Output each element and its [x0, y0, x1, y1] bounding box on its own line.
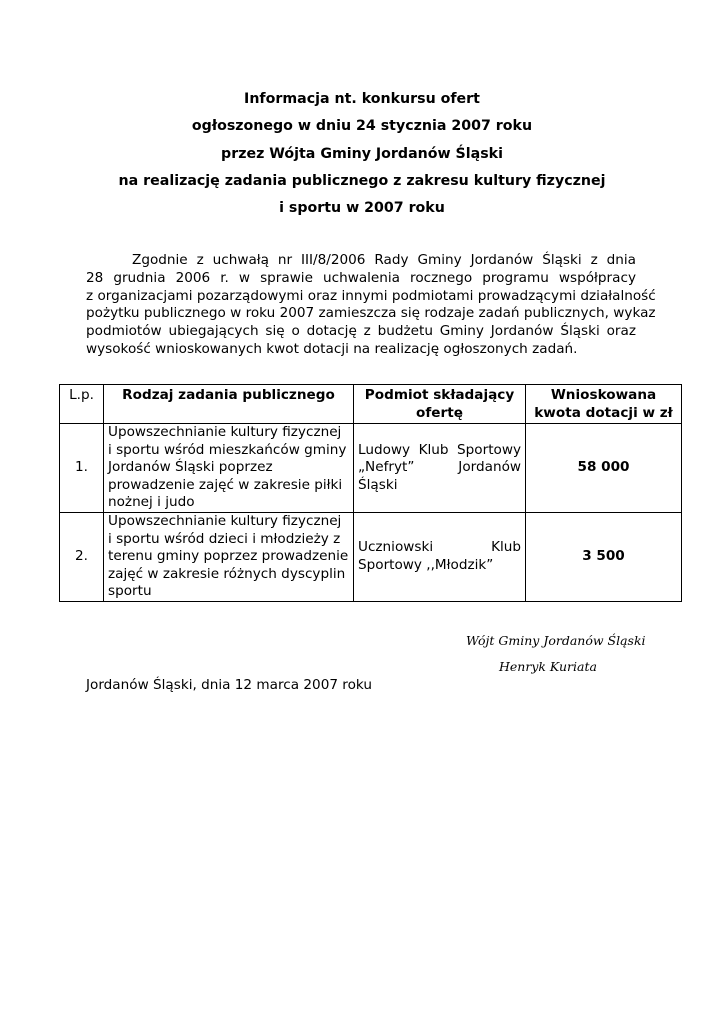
title-line-5: i sportu w 2007 roku [279, 200, 445, 217]
task-description: Upowszechnianie kultury fizycznej i sportu wśród dzieci i młodzieży z terenu gminy poprzez prowadzenie zajęć w zakresie różnych dyscyplin sportu [104, 513, 354, 602]
intro-line-2: 28 grudnia 2006 r. w sprawie uchwalenia rocznego programu współpracy [86, 269, 636, 286]
grant-amount: 58 000 [526, 424, 682, 513]
place-date: Jordanów Śląski, dnia 12 marca 2007 roku [86, 677, 372, 693]
header-task: Rodzaj zadania publicznego [104, 385, 354, 424]
title-line-3: przez Wójta Gminy Jordanów Śląski [221, 145, 503, 162]
intro-line-3: z organizacjami pozarządowymi oraz innymi podmiotami prowadzącymi działalność [86, 287, 656, 304]
intro-line-4: pożytku publicznego w roku 2007 zamieszcza się rodzaje zadań publicznych, wykaz [86, 305, 656, 322]
table-header-row [60, 385, 682, 424]
signature-name: Henryk Kuriata [499, 659, 597, 674]
title-line-4: na realizację zadania publicznego z zakresu kultury fizycznej [118, 172, 606, 189]
header-entity: Podmiot składający ofertę [354, 385, 526, 424]
intro-line-1: Zgodnie z uchwałą nr III/8/2006 Rady Gminy Jordanów Śląski z dnia [132, 252, 636, 268]
document-title [40, 86, 684, 222]
applicant-entity: Uczniowski Klub Sportowy ,,Młodzik” [354, 513, 526, 602]
row-number: 2. [60, 513, 104, 602]
row-number: 1. [60, 424, 104, 513]
applicant-entity: Ludowy Klub Sportowy „Nefryt” Jordanów Śląski [354, 424, 526, 513]
intro-line-6: wysokość wnioskowanych kwot dotacji na realizację ogłoszonych zadań. [86, 340, 578, 357]
table-row [60, 424, 682, 513]
title-line-1: Informacja nt. konkursu ofert [244, 91, 480, 107]
intro-line-5: podmiotów ubiegających się o dotację z budżetu Gminy Jordanów Śląski oraz [86, 323, 636, 340]
signature-title: Wójt Gminy Jordanów Śląski [466, 633, 646, 648]
intro-paragraph [86, 252, 656, 359]
table-row [60, 513, 682, 602]
title-line-2: ogłoszonego w dniu 24 stycznia 2007 roku [191, 118, 533, 135]
grants-table [59, 384, 682, 602]
grant-amount: 3 500 [526, 513, 682, 602]
task-description: Upowszechnianie kultury fizycznej i sportu wśród mieszkańców gminy Jordanów Śląski poprzez prowadzenie zajęć w zakresie piłki nożnej i judo [104, 424, 354, 513]
header-lp: L.p. [60, 385, 104, 424]
header-amount: Wnioskowana kwota dotacji w zł [526, 385, 682, 424]
